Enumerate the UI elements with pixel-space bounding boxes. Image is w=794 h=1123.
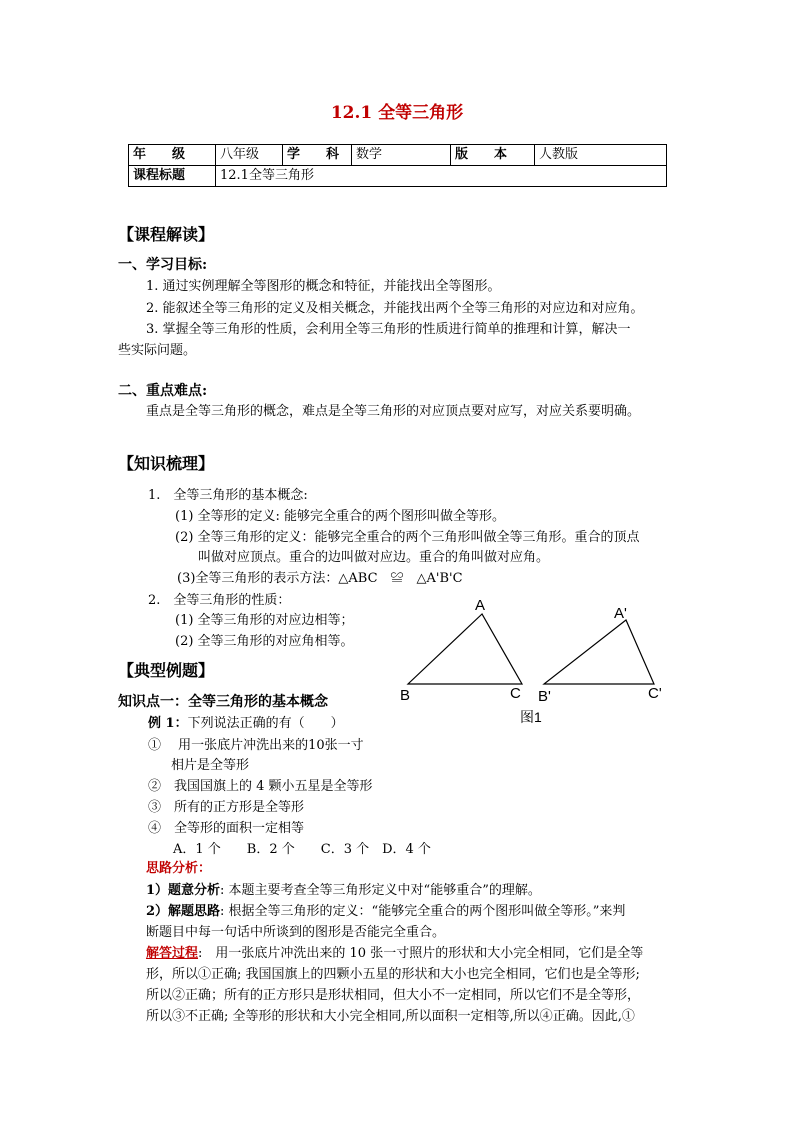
section-heading-knowledge: 【知识梳理】 [118,454,215,473]
section-heading-examples: 【典型例题】 [118,661,215,680]
course-label: 课程标题 [129,166,216,187]
analysis-text: : 本题主要考查全等三角形定义中对“能够重合”的理解。 [220,883,541,898]
version-label: 版 本 [451,145,535,166]
key-points-title: 二、重点难点: [118,383,208,399]
approach-text-cont: 断题目中每一句话中所谈到的图形是否能完全重合。 [146,925,446,940]
knowledge-subitem: (2) 全等三角形的定义：能够完全重合的两个三角形叫做全等三角形。重合的顶点 [175,530,640,545]
solution-line [146,942,643,961]
label-b: B [400,687,411,704]
example-label: 例 1： [148,716,188,731]
learning-goals-title: 一、学习目标: [118,257,208,273]
analysis-label: 1）题意分析 [146,883,221,898]
option-item: ④ 全等形的面积一定相等 [148,821,305,836]
option-item: ② 我国国旗上的 4 颗小五星是全等形 [148,779,373,794]
page-title: 12.1 全等三角形 [330,103,464,123]
version-value: 人教版 [535,145,667,166]
grade-label: 年 级 [129,145,216,166]
knowledge-subitem: (3)全等三角形的表示方法：△ABC ≌ △A'B'C [177,571,463,586]
label-a-prime: A' [614,605,627,622]
label-c-prime: C' [648,685,662,702]
grade-value: 八年级 [216,145,283,166]
goal-item: 些实际问题。 [118,343,197,358]
goal-item: 1. 通过实例理解全等图形的概念和特征，并能找出全等图形。 [146,279,501,294]
goal-item: 2. 能叙述全等三角形的定义及相关概念，并能找出两个全等三角形的对应边和对应角。 [146,301,644,316]
label-b-prime: B' [538,688,551,705]
solution-line: 形，所以①正确; 我国国旗上的四颗小五星的形状和大小也完全相同，它们也是全等形; [146,967,640,982]
triangle-a2b2c2 [544,620,654,684]
solution-line: 所以③不正确; 全等形的形状和大小完全相同,所以面积一定相等,所以④正确。因此,① [146,1009,635,1024]
table-row [129,145,667,166]
solution-line: 所以②正确；所有的正方形只是形状相同，但大小不一定相同，所以它们不是全等形， [146,988,641,1003]
goal-item: 3. 掌握全等三角形的性质，会利用全等三角形的性质进行简单的推理和计算，解决一 [146,322,631,337]
solution-label: 解答过程 [146,946,199,961]
knowledge-subitem: 叫做对应顶点。重合的边叫做对应边。重合的角叫做对应角。 [198,550,550,565]
section-heading-course: 【课程解读】 [118,225,215,244]
example-question [148,712,344,731]
knowledge-subitem: (2) 全等三角形的对应角相等。 [175,634,354,649]
subject-value: 数学 [352,145,451,166]
approach-text: : 根据全等三角形的定义：“能够完全重合的两个图形叫做全等形。”来判 [220,904,626,919]
option-item: ③ 所有的正方形是全等形 [148,800,305,815]
example-text: 下列说法正确的有（ ） [187,716,344,731]
label-c: C [510,685,521,702]
knowledge-subitem: (1) 全等三角形的对应边相等； [175,613,354,628]
solution-text: : 用一张底片冲洗出来的 10 张一寸照片的形状和大小完全相同，它们是全等 [198,946,644,961]
key-points-text: 重点是全等三角形的概念，难点是全等三角形的对应顶点要对应写，对应关系要明确。 [146,404,641,419]
course-value: 12.1全等三角形 [216,166,667,187]
triangle-abc [408,614,522,684]
knowledge-item: 1. 全等三角形的基本概念: [148,488,308,503]
info-table [128,144,667,187]
knowledge-point-title: 知识点一：全等三角形的基本概念 [118,694,328,710]
analysis-title: 思路分析： [146,861,212,876]
approach-label: 2）解题思路 [146,904,221,919]
answer-choices: A．1 个 B．2 个 C．3 个 D．4 个 [173,842,431,857]
analysis-line-1 [146,879,541,898]
table-row [129,166,667,187]
knowledge-subitem: (1) 全等形的定义: 能够完全重合的两个图形叫做全等形。 [175,509,506,524]
subject-label: 学 科 [283,145,352,166]
congruent-triangles-figure [396,592,696,732]
figure-caption: 图1 [520,709,542,725]
option-item: ① 用一张底片冲洗出来的10张一寸 [148,738,364,753]
knowledge-item: 2. 全等三角形的性质： [148,593,291,608]
analysis-line-2 [146,900,625,919]
label-a: A [475,597,486,614]
option-item: 相片是全等形 [171,758,250,773]
